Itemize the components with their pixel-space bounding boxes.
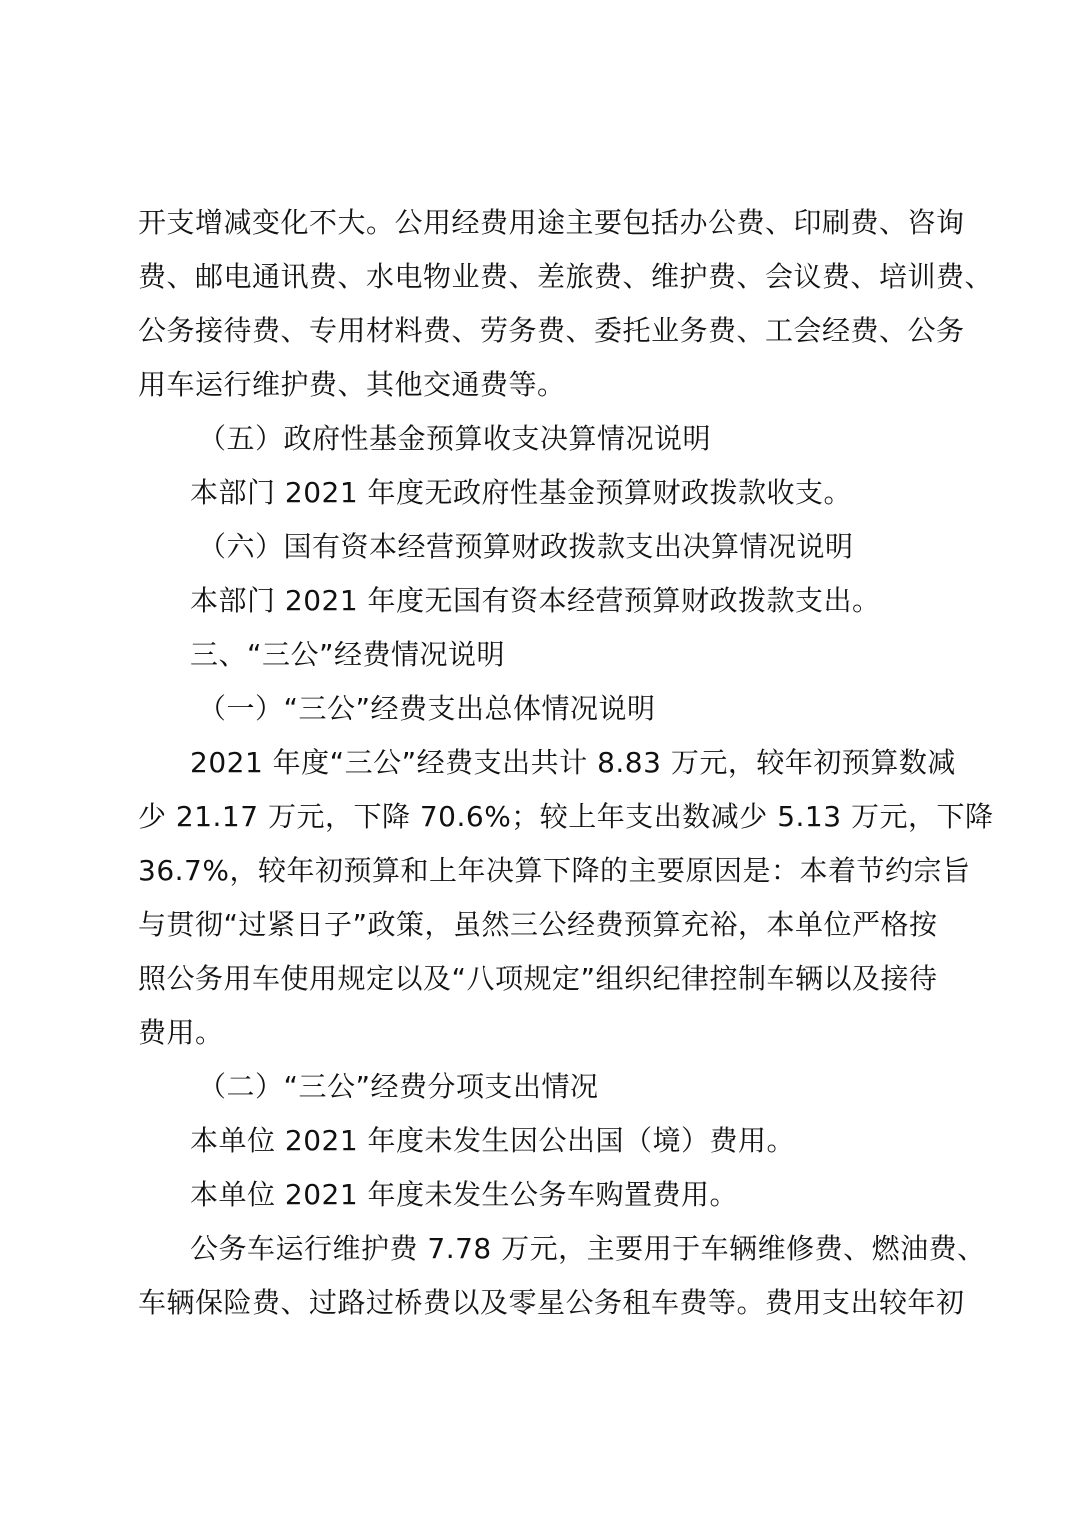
paragraph-line: 用车运行维护费、其他交通费等。 (138, 368, 566, 401)
paragraph-line: 少 21.17 万元，下降 70.6%；较上年支出数减少 5.13 万元，下降 (138, 800, 994, 833)
paragraph-line: 公务接待费、专用材料费、劳务费、委托业务费、工会经费、公务 (138, 314, 965, 347)
paragraph-line: 本单位 2021 年度未发生因公出国（境）费用。 (190, 1124, 796, 1157)
paragraph-line: 与贯彻“过紧日子”政策，虽然三公经费预算充裕，本单位严格按 (138, 908, 938, 941)
paragraph-line: 费用。 (138, 1016, 224, 1049)
paragraph-line: 36.7%，较年初预算和上年决算下降的主要原因是：本着节约宗旨 (138, 854, 971, 887)
section-heading: 三、“三公”经费情况说明 (190, 638, 506, 671)
paragraph-line: 照公务用车使用规定以及“八项规定”组织纪律控制车辆以及接待 (138, 962, 938, 995)
paragraph-line: 本单位 2021 年度未发生公务车购置费用。 (190, 1178, 739, 1211)
section-heading: （六）国有资本经营预算财政拨款支出决算情况说明 (198, 530, 854, 563)
paragraph-line: 本部门 2021 年度无政府性基金预算财政拨款收支。 (190, 476, 853, 509)
paragraph-line: 费、邮电通讯费、水电物业费、差旅费、维护费、会议费、培训费、 (138, 260, 994, 293)
section-heading: （五）政府性基金预算收支决算情况说明 (198, 422, 712, 455)
paragraph-line: 2021 年度“三公”经费支出共计 8.83 万元，较年初预算数减 (190, 746, 956, 779)
paragraph-line: 车辆保险费、过路过桥费以及零星公务租车费等。费用支出较年初 (138, 1286, 965, 1319)
paragraph-line: 开支增减变化不大。公用经费用途主要包括办公费、印刷费、咨询 (138, 206, 965, 239)
paragraph-line: 本部门 2021 年度无国有资本经营预算财政拨款支出。 (190, 584, 881, 617)
section-heading: （一）“三公”经费支出总体情况说明 (198, 692, 656, 725)
paragraph-line: 公务车运行维护费 7.78 万元，主要用于车辆维修费、燃油费、 (190, 1232, 986, 1265)
section-heading: （二）“三公”经费分项支出情况 (198, 1070, 599, 1103)
